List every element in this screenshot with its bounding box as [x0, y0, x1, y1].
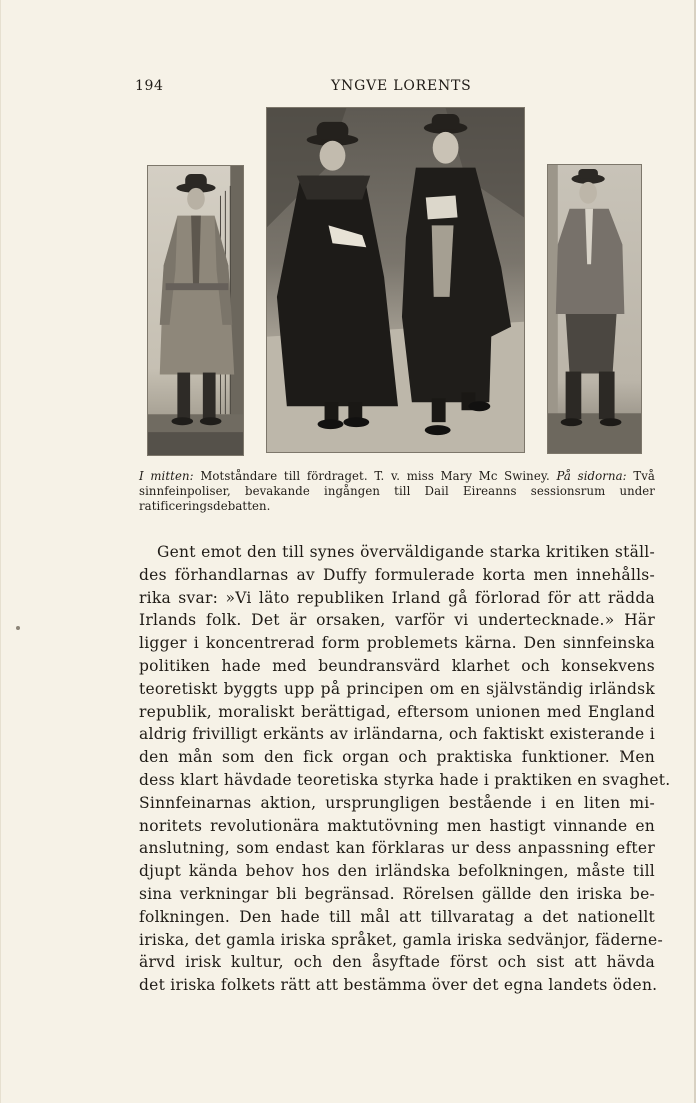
text-line: Irlands folk. Det är orsaken, varför vi undertecknade.» Här [139, 611, 655, 630]
text-line: den mån som den fick organ och praktiska funktioner. Men [139, 748, 655, 767]
figure-caption [139, 469, 655, 515]
text-line: anslutning, som endast kan förklaras ur dess anpassning efter [139, 839, 655, 858]
caption-label-sides: På sidorna: [556, 469, 627, 483]
text-line: folkningen. Den hade till mål att tillvaratag a det nationellt [139, 907, 655, 926]
margin-spot [16, 626, 20, 630]
photo-right-guard [547, 164, 642, 454]
running-head [1, 74, 696, 96]
photo-left-guard-image [148, 166, 243, 455]
text-line: sina verkningar bli begränsad. Rörelsen gällde den iriska be- [139, 884, 655, 903]
photo-left-guard [147, 165, 244, 456]
text-line: noritets revolutionära maktutövning men hastigt vinnande en [139, 816, 655, 835]
photo-center-women [266, 107, 525, 453]
text-line: ärvd irisk kultur, och den åsyftade först och sist att hävda [139, 953, 655, 972]
body-paragraph [139, 541, 671, 997]
text-line: Gent emot den till synes överväldigande starka kritiken ställ- [157, 543, 655, 561]
text-line: aldrig frivilligt erkänts av irländarna, och faktiskt existerande i [139, 725, 655, 744]
text-line: dess klart hävdade teoretiska styrka hade i praktiken en svaghet. [139, 770, 671, 789]
photo-center-women-image [267, 108, 524, 452]
text-line: djupt kända behov hos den irländska befolkningen, måste till [139, 862, 655, 881]
running-title: YNGVE LORENTS [331, 78, 472, 94]
text-line: republik, moraliskt berättigad, eftersom unionen med England [139, 702, 655, 721]
text-line: ligger i koncentrerad form problemets kärna. Den sinnfeinska [139, 634, 655, 653]
photo-right-guard-image [548, 165, 641, 453]
text-line: iriska, det gamla iriska språket, gamla iriska sedvänjor, fäderne- [139, 930, 663, 949]
text-line: rika svar: »Vi läto republiken Irland gå förlorad för att rädda [139, 588, 655, 607]
page-number: 194 [135, 78, 164, 94]
text-line: teoretiskt byggts upp på principen om en självständig irländsk [139, 679, 655, 698]
text-line: politiken hade med beundransvärd klarhet och konsekvens [139, 656, 655, 675]
caption-text-center: Motståndare till fördraget. T. v. miss Mary Mc Swiney. [193, 469, 557, 483]
caption-label-center: I mitten: [139, 469, 194, 483]
text-line: Sinnfeinarnas aktion, ursprungligen bestående i en liten mi- [139, 793, 655, 812]
text-line: det iriska folkets rätt att bestämma över det egna landets öden. [139, 976, 658, 995]
caption-text-sides: Två sinnfeinpoliser, bevakande ingången till Dail Eireanns sessionsrum under ratificeringsdebatten. [139, 469, 656, 514]
text-line: des förhandlarnas av Duffy formulerade korta men innehålls- [139, 565, 655, 584]
